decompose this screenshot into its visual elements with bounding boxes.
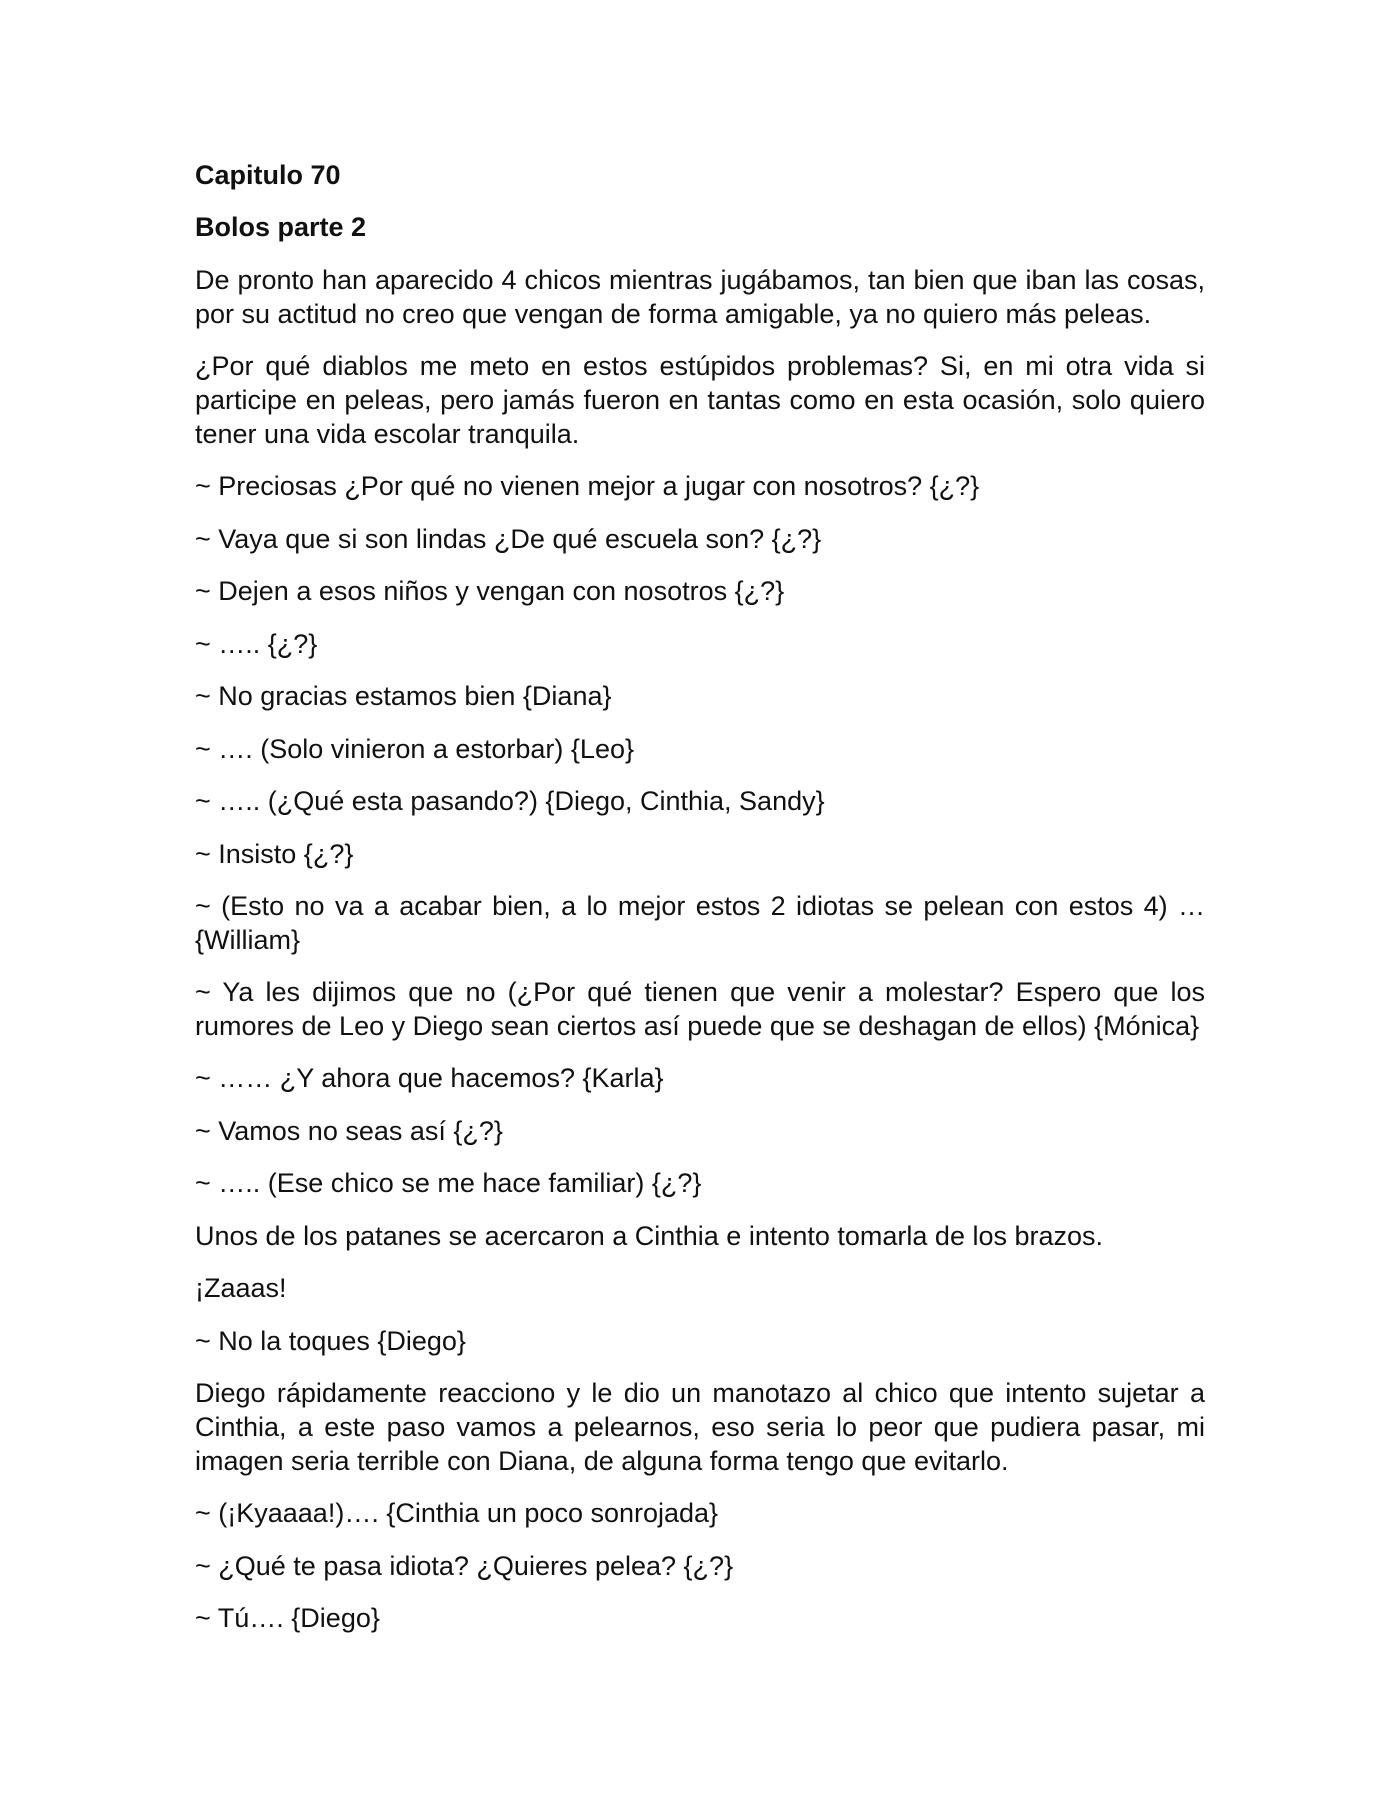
- dialogue-line: ~ Vaya que si son lindas ¿De qué escuela son? {¿?}: [195, 523, 822, 554]
- chapter-title: Capitulo 70: [195, 160, 341, 190]
- dialogue-line: ~ (Esto no va a acabar bien, a lo mejor estos 2 idiotas se pelean con estos 4) … {William}: [195, 891, 1205, 955]
- paragraph: Diego rápidamente reacciono y le dio un manotazo al chico que intento sujetar a Cinthia, a este paso vamos a pelearnos, eso seria lo peor que pudiera pasar, mi imagen seria terrible con Diana, de alguna forma tengo que evitarlo.: [195, 1378, 1205, 1476]
- paragraph: De pronto han aparecido 4 chicos mientras jugábamos, tan bien que iban las cosas, por su actitud no creo que vengan de forma amigable, ya no quiero más peleas.: [195, 265, 1205, 329]
- dialogue-line: ~ Tú…. {Diego}: [195, 1603, 380, 1633]
- dialogue-line: ~ Vamos no seas así {¿?}: [195, 1115, 503, 1146]
- dialogue-line: ~ ….. (¿Qué esta pasando?) {Diego, Cinthia, Sandy}: [195, 786, 825, 816]
- dialogue-line: ~ …… ¿Y ahora que hacemos? {Karla}: [195, 1063, 664, 1093]
- dialogue-line: ~ …. (Solo vinieron a estorbar) {Leo}: [195, 733, 635, 764]
- dialogue-line: ~ No gracias estamos bien {Diana}: [195, 681, 612, 711]
- dialogue-line: ~ ….. (Ese chico se me hace familiar) {¿?}: [195, 1168, 702, 1198]
- dialogue-line: ~ ….. {¿?}: [195, 628, 318, 659]
- dialogue-line: ~ Preciosas ¿Por qué no vienen mejor a jugar con nosotros? {¿?}: [195, 471, 980, 501]
- paragraph: ¿Por qué diablos me meto en estos estúpidos problemas? Si, en mi otra vida si participe en peleas, pero jamás fueron en tantas como en esta ocasión, solo quiero tener una vida escolar tranquila.: [195, 351, 1205, 449]
- narration-line: Unos de los patanes se acercaron a Cinthia e intento tomarla de los brazos.: [195, 1220, 1104, 1251]
- sound-effect-line: ¡Zaaas!: [195, 1273, 287, 1303]
- dialogue-line: ~ Insisto {¿?}: [195, 838, 354, 869]
- dialogue-line: ~ Ya les dijimos que no (¿Por qué tienen que venir a molestar? Espero que los rumores de Leo y Diego sean ciertos así puede que se deshagan de ellos) {Mónica}: [195, 977, 1205, 1041]
- dialogue-line: ~ Dejen a esos niños y vengan con nosotros {¿?}: [195, 576, 785, 606]
- dialogue-line: ~ (¡Kyaaaa!)…. {Cinthia un poco sonrojada}: [195, 1498, 719, 1528]
- dialogue-line: ~ No la toques {Diego}: [195, 1325, 466, 1356]
- document-page: [195, 158, 1205, 1654]
- dialogue-line: ~ ¿Qué te pasa idiota? ¿Quieres pelea? {¿?}: [195, 1550, 734, 1581]
- chapter-subtitle: Bolos parte 2: [195, 212, 367, 242]
